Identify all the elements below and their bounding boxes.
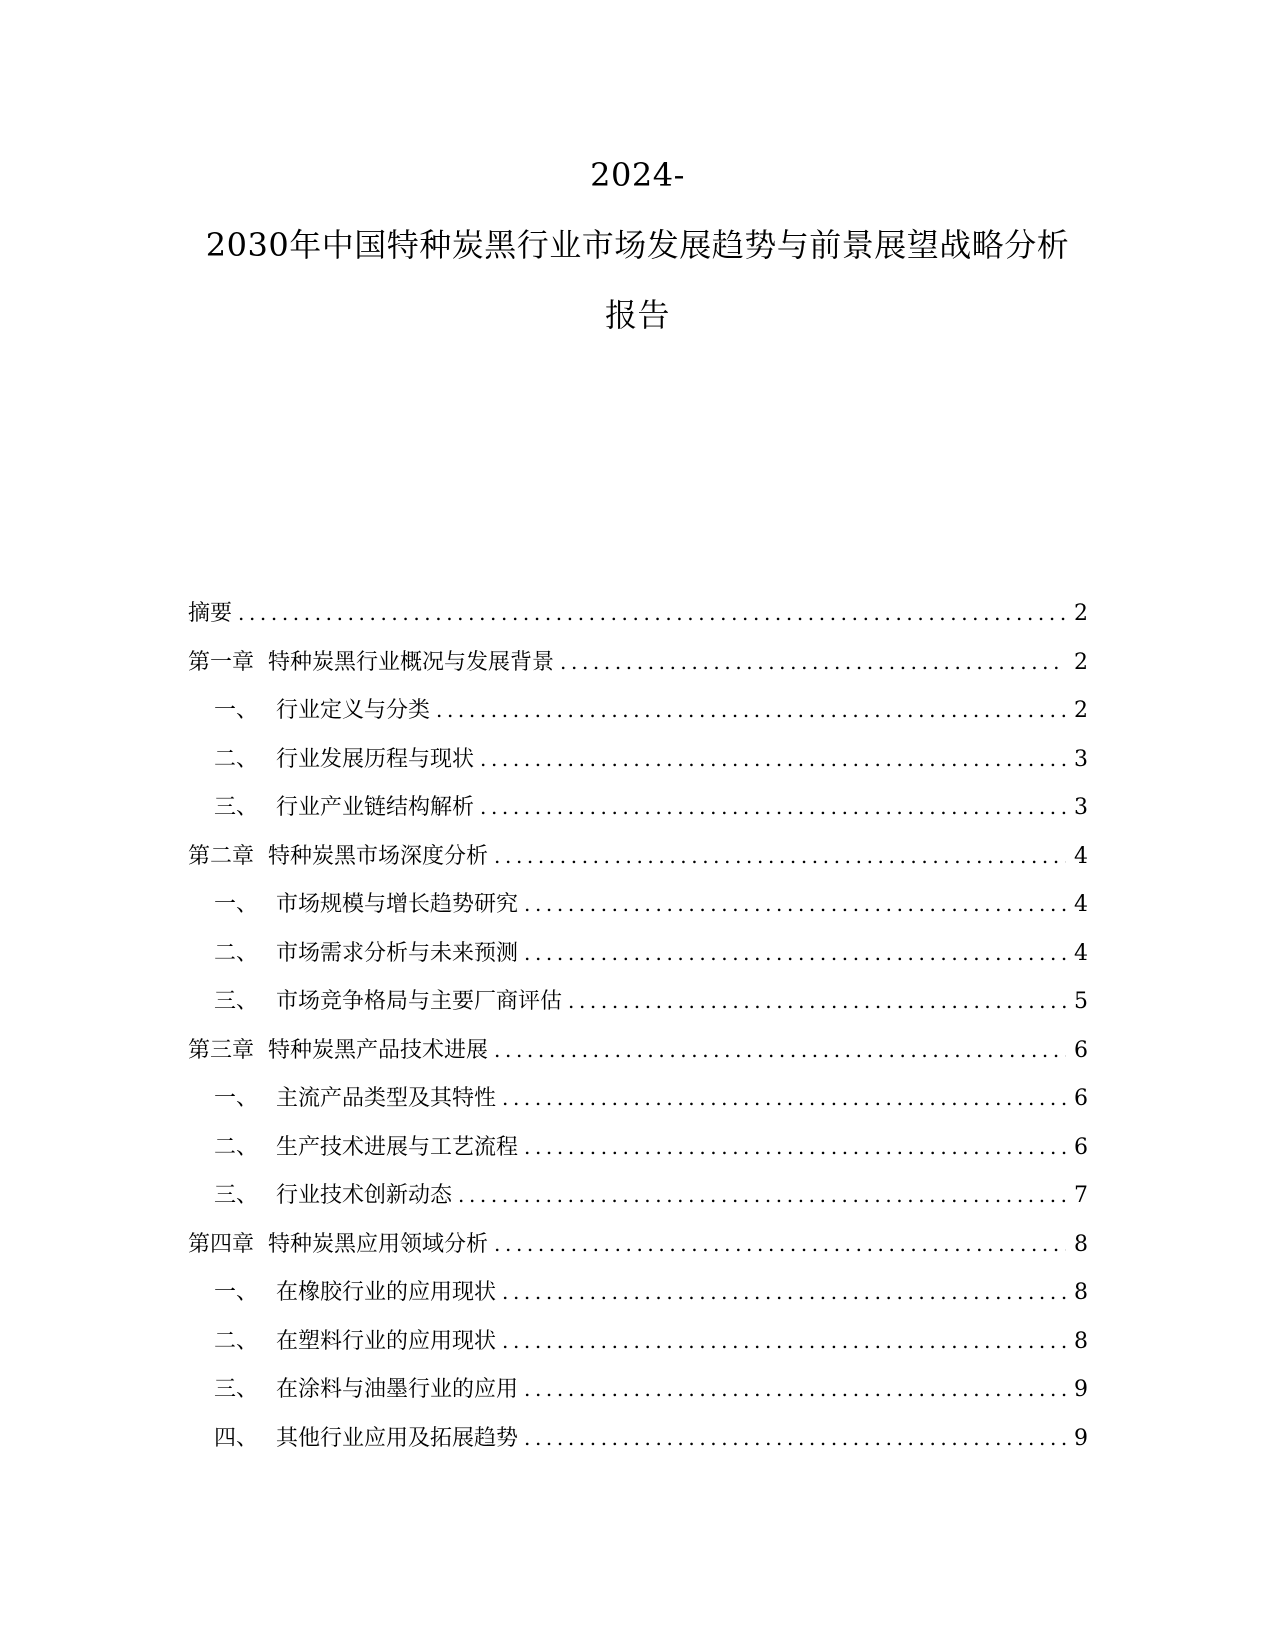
toc-entry[interactable] <box>188 938 1088 987</box>
title-line-2: 2030年中国特种炭黑行业市场发展趋势与前景展望战略分析 <box>205 226 1070 264</box>
toc-entry-title: 行业发展历程与现状 <box>276 746 475 772</box>
toc-entry[interactable] <box>188 647 1088 696</box>
toc-leader-dots <box>524 938 1066 968</box>
toc-section-number: 三、 <box>214 1183 259 1208</box>
toc-entry[interactable] <box>188 986 1088 1035</box>
toc-section-number: 二、 <box>214 940 259 966</box>
toc-entry-title: 特种炭黑行业概况与发展背景 <box>268 649 555 675</box>
toc-entry-label <box>214 1278 496 1308</box>
toc-page-number: 2 <box>1074 601 1088 626</box>
toc-leader-dots <box>494 1035 1066 1065</box>
toc-section-number: 二、 <box>214 1134 259 1160</box>
toc-entry-label <box>214 696 430 726</box>
table-of-contents <box>188 598 1088 1471</box>
toc-entry[interactable] <box>188 695 1088 744</box>
title-line-3: 报告 <box>604 296 670 334</box>
toc-entry-label <box>214 1084 496 1114</box>
toc-leader-dots <box>560 647 1066 677</box>
toc-entry[interactable] <box>188 1132 1088 1181</box>
toc-section-number: 一、 <box>214 1280 259 1305</box>
toc-entry-title: 行业定义与分类 <box>276 698 431 723</box>
toc-entry-title: 特种炭黑产品技术进展 <box>268 1037 489 1063</box>
toc-leader-dots <box>524 1374 1066 1404</box>
toc-page-number: 4 <box>1074 940 1088 966</box>
toc-entry-title: 其他行业应用及拓展趋势 <box>276 1425 519 1451</box>
toc-section-number: 三、 <box>214 989 259 1014</box>
toc-entry-label <box>214 1327 496 1357</box>
toc-entry-label <box>214 793 474 823</box>
toc-entry-label <box>214 890 518 920</box>
toc-section-number: 一、 <box>214 1086 259 1111</box>
toc-page-number: 9 <box>1074 1425 1088 1451</box>
toc-page-number: 2 <box>1074 698 1088 723</box>
toc-entry-label <box>188 1230 488 1260</box>
toc-entry-title: 在涂料与油墨行业的应用 <box>276 1377 519 1402</box>
toc-entry-label <box>188 842 488 872</box>
toc-entry[interactable] <box>188 1229 1088 1278</box>
toc-section-number: 三、 <box>214 1377 259 1402</box>
toc-page-number: 4 <box>1074 892 1088 917</box>
toc-leader-dots <box>480 792 1066 822</box>
toc-section-number: 四、 <box>214 1425 259 1451</box>
toc-entry-title: 在橡胶行业的应用现状 <box>276 1280 497 1305</box>
toc-entry[interactable] <box>188 1423 1088 1472</box>
title-line-1: 2024- <box>590 156 685 194</box>
toc-entry[interactable] <box>188 1083 1088 1132</box>
toc-leader-dots <box>502 1277 1066 1307</box>
toc-section-number: 二、 <box>214 746 259 772</box>
report-title <box>100 140 1175 350</box>
toc-page-number: 2 <box>1074 649 1088 675</box>
toc-page-number: 7 <box>1074 1183 1088 1208</box>
toc-chapter-number: 第一章 <box>188 649 255 675</box>
toc-entry-label <box>214 1133 518 1163</box>
toc-entry[interactable] <box>188 792 1088 841</box>
toc-entry-label <box>214 1375 518 1405</box>
toc-entry-title: 生产技术进展与工艺流程 <box>276 1134 519 1160</box>
toc-section-number: 一、 <box>214 892 259 917</box>
toc-entry-label <box>214 1181 452 1211</box>
toc-leader-dots <box>568 986 1066 1016</box>
toc-page-number: 9 <box>1074 1377 1088 1402</box>
toc-chapter-number: 第三章 <box>188 1037 255 1063</box>
toc-chapter-number: 第二章 <box>188 843 255 869</box>
toc-leader-dots <box>524 889 1066 919</box>
toc-chapter-number: 第四章 <box>188 1231 255 1257</box>
toc-page-number: 6 <box>1074 1134 1088 1160</box>
toc-page-number: 8 <box>1074 1231 1088 1257</box>
toc-entry-title: 特种炭黑市场深度分析 <box>268 843 489 869</box>
toc-page-number: 6 <box>1074 1037 1088 1063</box>
toc-entry-title: 摘要 <box>188 601 233 626</box>
toc-entry[interactable] <box>188 598 1088 647</box>
toc-page-number: 4 <box>1074 843 1088 869</box>
toc-entry-label <box>188 1036 488 1066</box>
toc-leader-dots <box>494 841 1066 871</box>
toc-entry[interactable] <box>188 1277 1088 1326</box>
toc-entry[interactable] <box>188 889 1088 938</box>
toc-entry-label <box>188 648 554 678</box>
toc-leader-dots <box>458 1180 1066 1210</box>
toc-entry[interactable] <box>188 1180 1088 1229</box>
toc-leader-dots <box>524 1132 1066 1162</box>
toc-section-number: 一、 <box>214 698 259 723</box>
toc-page-number: 5 <box>1074 989 1088 1014</box>
toc-section-number: 二、 <box>214 1328 259 1354</box>
toc-page-number: 8 <box>1074 1280 1088 1305</box>
toc-entry-title: 市场竞争格局与主要厂商评估 <box>276 989 563 1014</box>
toc-leader-dots <box>480 744 1066 774</box>
toc-entry-title: 主流产品类型及其特性 <box>276 1086 497 1111</box>
toc-entry-title: 市场规模与增长趋势研究 <box>276 892 519 917</box>
toc-entry[interactable] <box>188 1326 1088 1375</box>
toc-entry-label <box>188 599 232 629</box>
toc-entry-label <box>214 745 474 775</box>
toc-entry-label <box>214 987 562 1017</box>
toc-leader-dots <box>436 695 1066 725</box>
toc-entry[interactable] <box>188 841 1088 890</box>
toc-entry-label <box>214 1424 518 1454</box>
toc-entry-label <box>214 939 518 969</box>
toc-entry-title: 行业产业链结构解析 <box>276 795 475 820</box>
toc-leader-dots <box>238 598 1066 628</box>
toc-page-number: 3 <box>1074 795 1088 820</box>
toc-page-number: 6 <box>1074 1086 1088 1111</box>
toc-leader-dots <box>524 1423 1066 1453</box>
toc-section-number: 三、 <box>214 795 259 820</box>
toc-page-number: 3 <box>1074 746 1088 772</box>
toc-leader-dots <box>502 1326 1066 1356</box>
toc-entry[interactable] <box>188 744 1088 793</box>
toc-page-number: 8 <box>1074 1328 1088 1354</box>
toc-entry-title: 行业技术创新动态 <box>276 1183 453 1208</box>
toc-entry-title: 在塑料行业的应用现状 <box>276 1328 497 1354</box>
toc-leader-dots <box>494 1229 1066 1259</box>
toc-entry[interactable] <box>188 1374 1088 1423</box>
toc-entry-title: 特种炭黑应用领域分析 <box>268 1231 489 1257</box>
toc-entry[interactable] <box>188 1035 1088 1084</box>
toc-leader-dots <box>502 1083 1066 1113</box>
toc-entry-title: 市场需求分析与未来预测 <box>276 940 519 966</box>
